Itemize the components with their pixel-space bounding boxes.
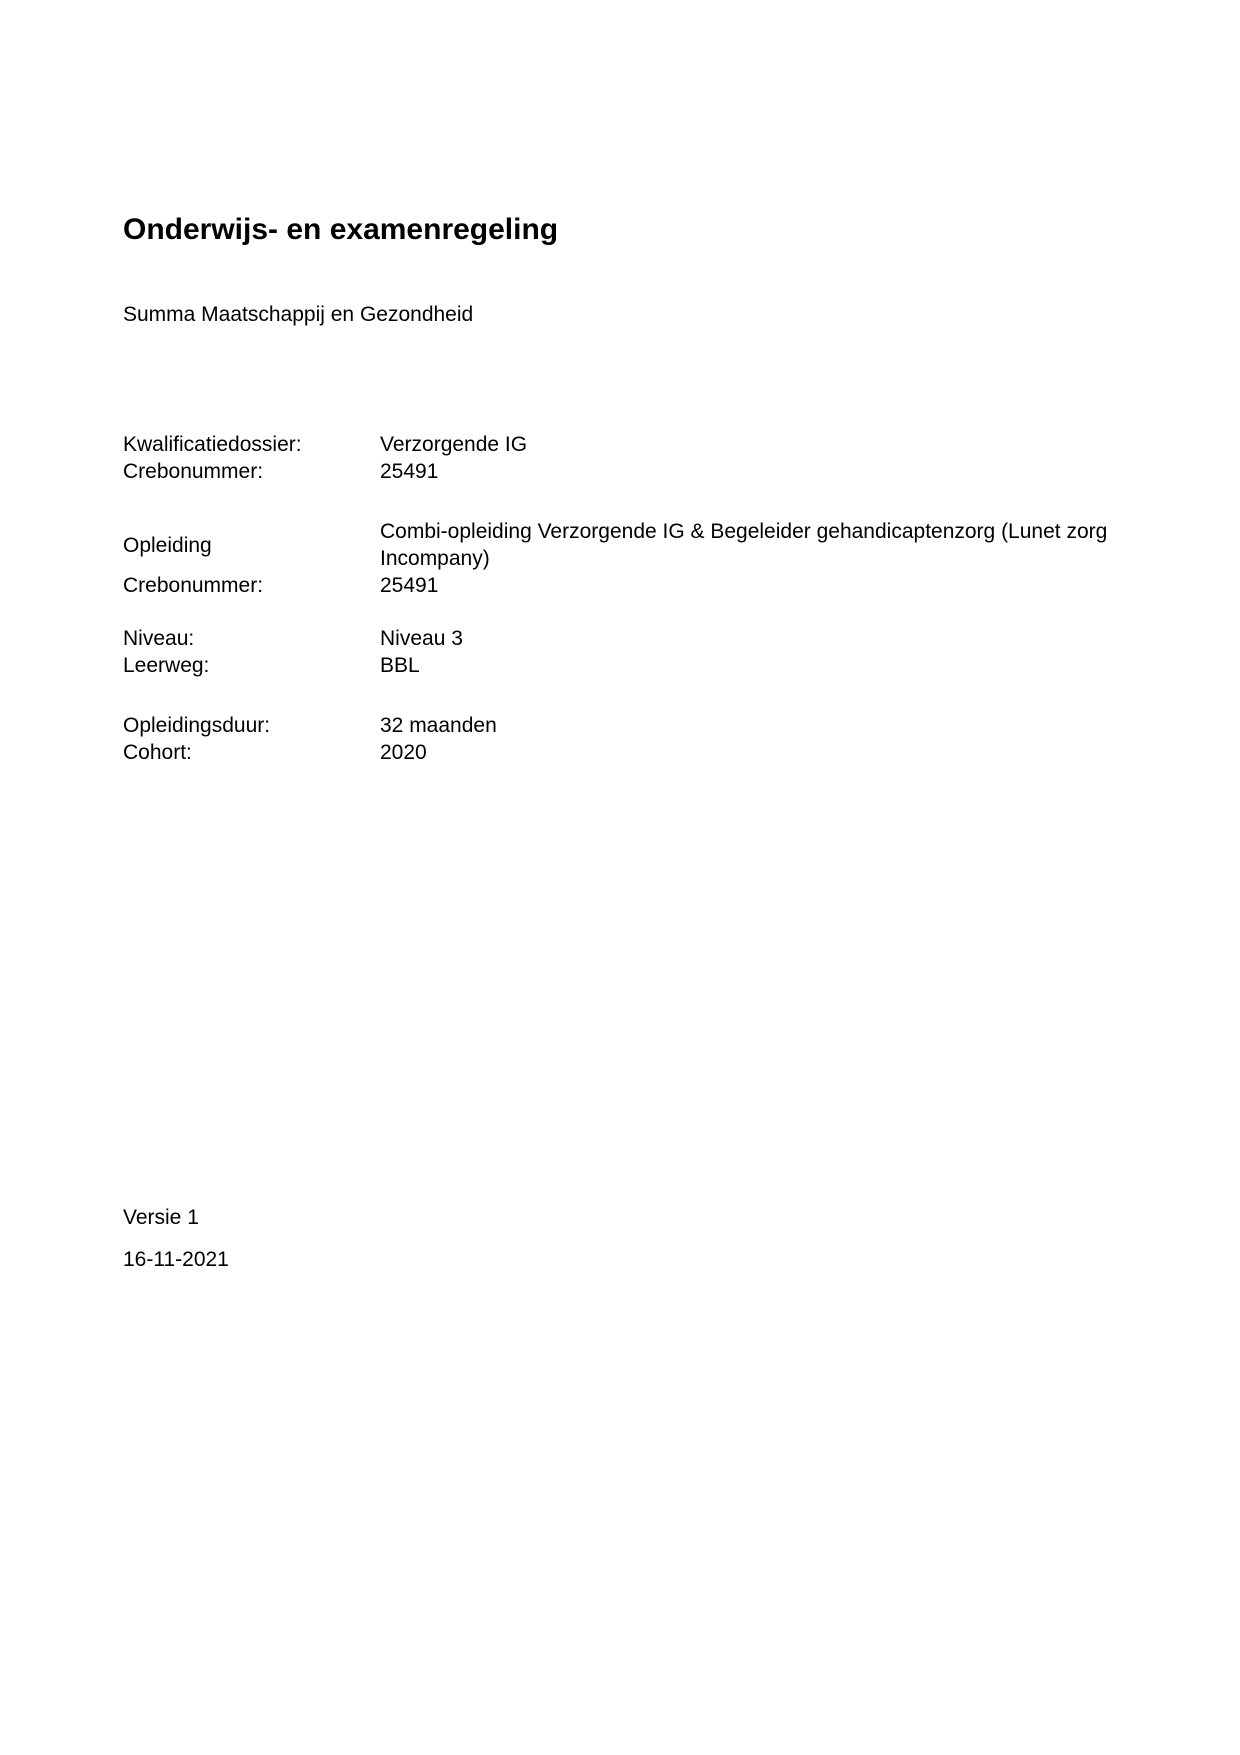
field-label: Crebonummer: [123,460,264,483]
field-label: Crebonummer: [123,574,264,597]
field-label: Leerweg: [123,654,210,677]
field-row-cohort [123,739,1115,766]
field-label: Opleiding [123,533,212,557]
field-row-crebonummer-1 [123,458,1115,485]
field-row-leerweg [123,652,1115,679]
field-row-opleiding [123,518,1115,572]
field-row-niveau [123,625,1115,652]
field-value: 25491 [380,460,439,483]
field-group-opleiding [123,518,1115,599]
field-value: Combi-opleiding Verzorgende IG & Begeleider gehandicaptenzorg (Lunet zorg Incompany) [380,520,1108,570]
field-value: 32 maanden [380,714,497,737]
field-row-opleidingsduur [123,712,1115,739]
document-title: Onderwijs- en examenregeling [123,213,559,246]
field-group-kwalificatie [123,431,1115,485]
field-row-kwalificatiedossier [123,431,1115,458]
document-date: 16-11-2021 [123,1248,229,1271]
document-subtitle: Summa Maatschappij en Gezondheid [123,303,474,326]
field-value: 25491 [380,574,439,597]
field-value: Niveau 3 [380,627,463,650]
field-label: Cohort: [123,741,192,764]
field-value: BBL [380,654,420,677]
field-label: Kwalificatiedossier: [123,433,302,456]
field-label: Niveau: [123,627,195,650]
field-group-duur-cohort [123,712,1115,766]
field-label: Opleidingsduur: [123,714,271,737]
document-version: Versie 1 [123,1206,199,1229]
field-value: 2020 [380,741,427,764]
field-group-niveau-leerweg [123,625,1115,679]
field-value: Verzorgende IG [380,433,528,456]
field-row-crebonummer-2 [123,572,1115,599]
